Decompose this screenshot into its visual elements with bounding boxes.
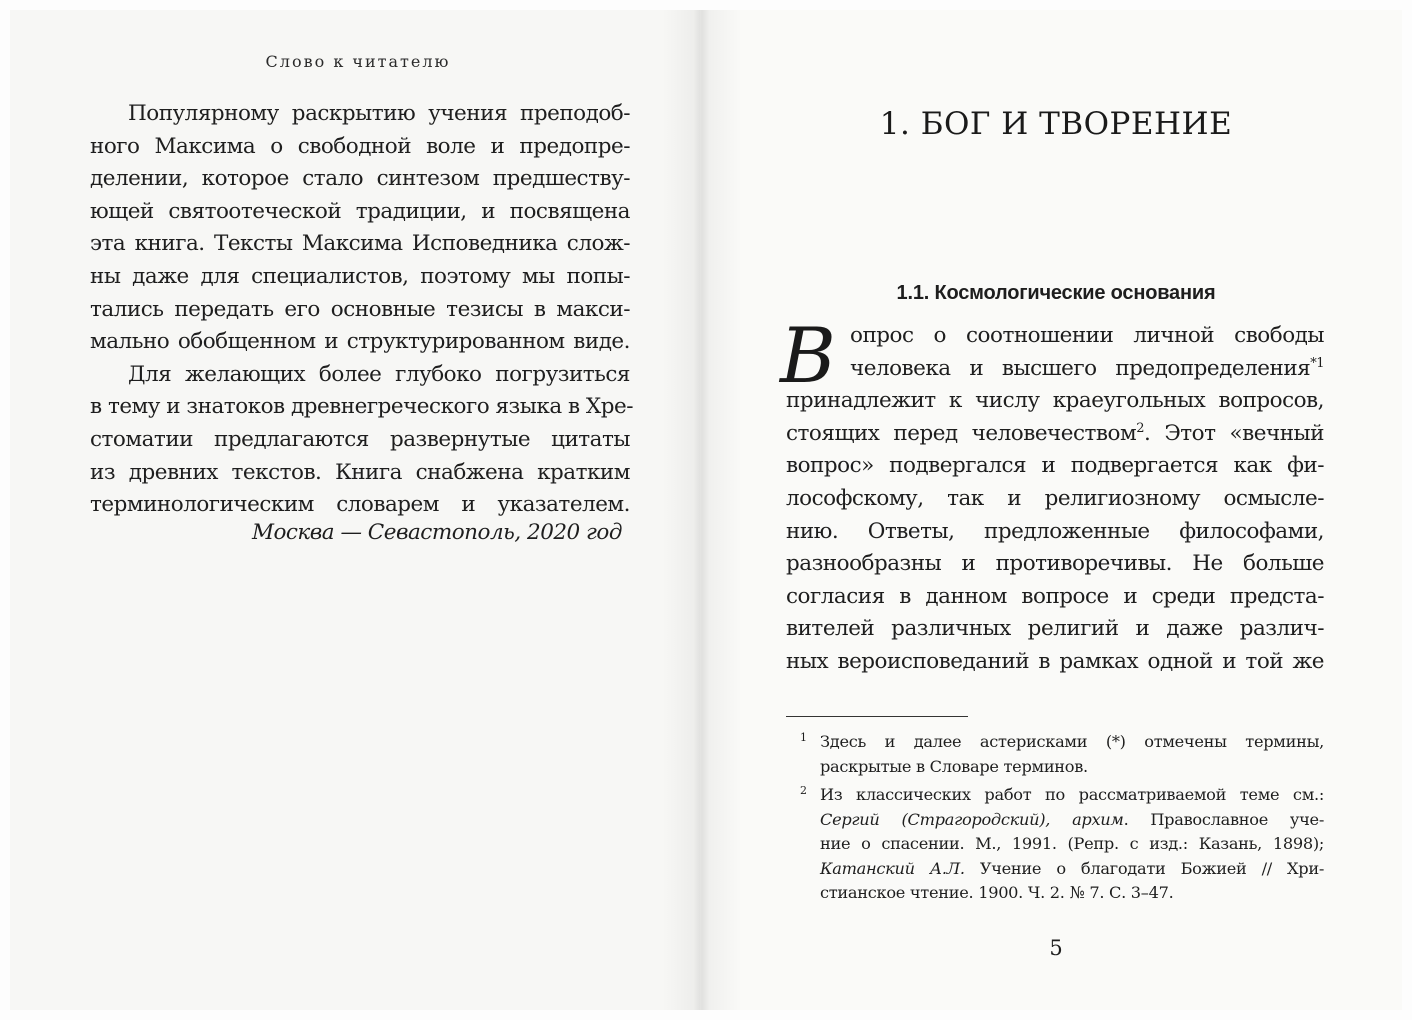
text-line: стоматии предлагаются развернутые цитаты <box>90 426 630 452</box>
text-line: согласия в данном вопросе и среди предста- <box>786 583 1324 609</box>
text-line: ны даже для специалистов, поэтому мы попы- <box>90 263 630 289</box>
footnote-line: раскрытые в Словаре терминов. <box>820 756 1088 776</box>
text-fragment: стоящих перед человечеством <box>786 420 1137 446</box>
footnote-divider <box>786 716 968 717</box>
signature-place-date: Москва — Севастополь, 2020 год <box>251 520 622 545</box>
text-line: принадлежит к числу краеугольных вопросов, <box>786 388 1324 414</box>
left-page-text <box>90 98 633 522</box>
footnote-number: 1 <box>800 731 807 744</box>
footnote-line: Из классических работ по рассматриваемой теме см.: <box>820 785 1324 804</box>
text-line: тались передать его основные тезисы в макси- <box>90 296 630 322</box>
footnote-2 <box>786 783 1324 906</box>
footnote-line: ние о спасении. М., 1991. (Репр. с изд.: Казань, 1898); <box>820 834 1324 853</box>
footnote-1 <box>786 730 1324 779</box>
footnote-author: Сергий (Страгородский), архим <box>820 809 1124 829</box>
text-line: эта книга. Тексты Максима Исповедника слож- <box>90 231 630 257</box>
page-number: 5 <box>1049 936 1063 960</box>
running-head: Слово к читателю <box>265 52 451 71</box>
text-line: вопрос» подвергался и подвергается как фи- <box>786 453 1324 479</box>
text-line: ных вероисповеданий в рамках одной и той же <box>786 648 1324 674</box>
footnote-ref-1[interactable]: *1 <box>1310 355 1324 371</box>
text-line: вителей различных религий и даже различ- <box>786 616 1324 642</box>
text-line: разнообразны и противоречивы. Не больше <box>786 551 1324 577</box>
text-fragment: человека и высшего предопределения <box>850 355 1311 381</box>
footnote-ref-2[interactable]: 2 <box>1136 420 1144 436</box>
text-line: ющей святоотеческой традиции, и посвящена <box>90 198 630 224</box>
text-line: в тему и знатоков древнегреческого языка в Хре- <box>90 394 633 420</box>
footnote-line <box>820 808 1324 833</box>
text-line: опрос о соотношении личной свободы <box>850 323 1324 348</box>
text-line <box>786 418 1324 451</box>
text-line: из древних текстов. Книга снабжена кратким <box>90 459 630 485</box>
chapter-title: 1. БОГ И ТВОРЕНИЕ <box>879 106 1233 142</box>
left-page <box>0 0 700 1020</box>
footnote-line: стианское чтение. 1900. Ч. 2. № 7. С. 3–47. <box>820 883 1174 902</box>
text-line: терминологическим словарем и указателем. <box>90 492 630 518</box>
text-fragment: . Этот «вечный <box>1143 420 1324 446</box>
text-line: Для желающих более глубоко погрузиться <box>128 361 630 387</box>
text-line: делении, которое стало синтезом предшеству- <box>90 166 630 192</box>
right-page <box>700 0 1412 1020</box>
footnote-number: 2 <box>800 784 807 797</box>
text-line <box>786 353 1324 386</box>
footnote-line <box>820 857 1324 882</box>
footnote-author: Катанский А.Л. <box>820 858 965 878</box>
footnotes <box>786 730 1324 910</box>
text-line: ного Максима о свободной воле и предопре- <box>90 133 630 159</box>
text-line: Популярному раскрытию учения преподоб- <box>128 101 630 126</box>
right-page-text <box>786 320 1324 679</box>
section-title: 1.1. Космологические основания <box>896 282 1216 304</box>
text-line: мально обобщенном и структурированном виде. <box>90 329 630 355</box>
text-fragment: Учение о благодати Божией // Хри- <box>964 858 1324 878</box>
text-line: нию. Ответы, предложенные философами, <box>786 518 1324 544</box>
text-line: лософскому, так и религиозному осмысле- <box>786 485 1324 511</box>
text-fragment: . Православное уче- <box>1123 809 1325 829</box>
drop-cap: В <box>780 311 836 400</box>
footnote-line: Здесь и далее астерисками (*) отмечены термины, <box>820 732 1324 751</box>
